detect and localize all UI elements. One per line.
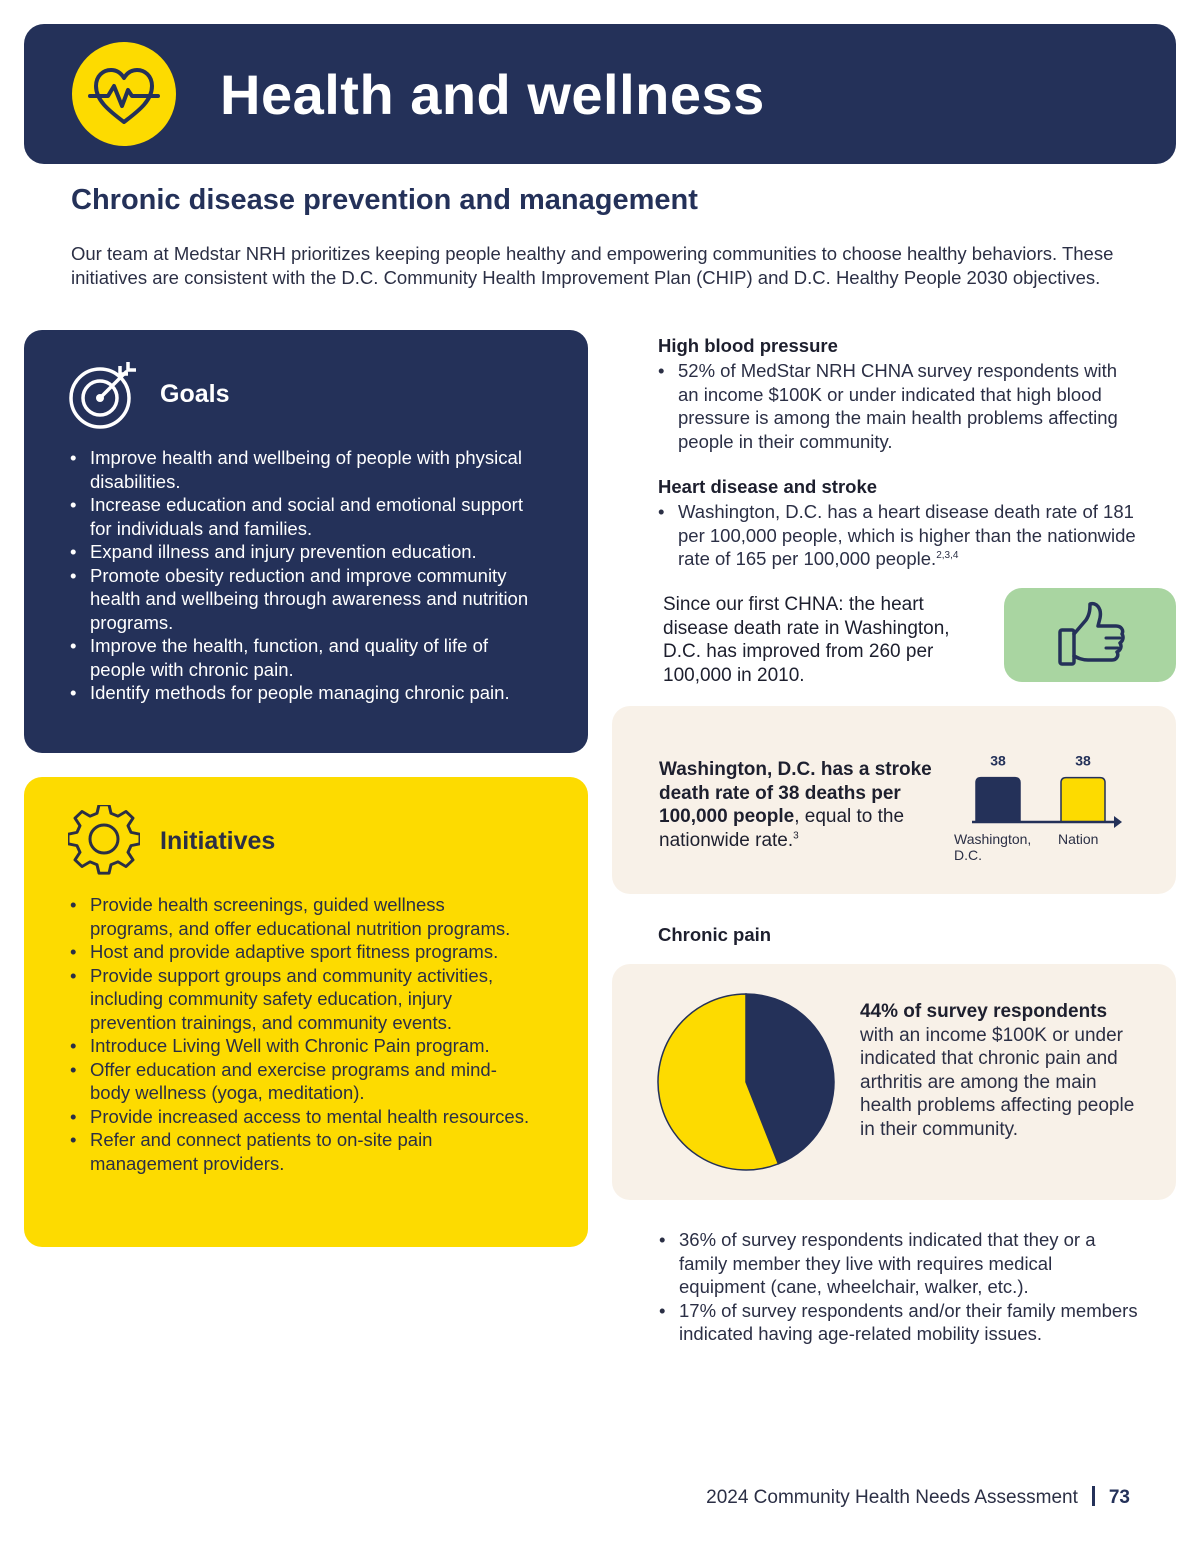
footer-text: 2024 Community Health Needs Assessment — [706, 1487, 1078, 1508]
gear-icon — [68, 805, 140, 877]
stroke-bar-chart — [948, 740, 1148, 880]
chronic-pain-text-bold: 44% of survey respondents — [860, 1001, 1108, 1022]
heart-list — [658, 500, 1138, 571]
list-item: • Increase education and social and emotional support for individuals and families. — [70, 493, 530, 540]
initiatives-title: Initiatives — [160, 827, 276, 855]
stroke-text — [659, 758, 949, 852]
chronic-pain-text — [860, 1000, 1140, 1141]
list-item: • Expand illness and injury prevention education. — [70, 540, 530, 564]
goals-list — [70, 446, 530, 705]
chronic-pain-heading: Chronic pain — [658, 924, 772, 945]
list-item: • Improve the health, function, and quality of life of people with chronic pain. — [70, 634, 530, 681]
page-number: 73 — [1108, 1487, 1130, 1508]
high-bp-heading: High blood pressure — [658, 335, 838, 356]
bar-value-label: 38 — [1075, 752, 1091, 769]
page-title: Health and wellness — [220, 63, 765, 126]
chronic-pain-pie-chart — [656, 992, 836, 1172]
list-item: • 17% of survey respondents and/or their family members indicated having age-related mobility issues. — [659, 1299, 1139, 1346]
page-banner — [24, 24, 1176, 164]
bar-0 — [976, 778, 1020, 822]
x-axis-arrow — [1114, 816, 1122, 828]
category-label: Washington, D.C. — [954, 831, 1032, 863]
goals-card — [24, 330, 588, 753]
since-chna-text: Since our first CHNA: the heart disease death rate in Washington, D.C. has improved from 260 per 100,000 in 2010. — [663, 594, 950, 686]
thumbs-up-badge — [1004, 588, 1176, 682]
stroke-text-bold: Washington, D.C. has a stroke death rate of 38 deaths per 100,000 people — [659, 759, 932, 827]
bottom-list — [659, 1228, 1139, 1346]
section-title: Chronic disease prevention and management — [71, 184, 698, 216]
category-label: Nation — [1058, 831, 1099, 847]
heart-pulse-icon — [72, 42, 176, 146]
chronic-pain-text-rest: with an income $100K or under indicated that chronic pain and arthritis are among the main health problems affecting people in their community. — [860, 1024, 1135, 1140]
footnote-ref: 2,3,4 — [936, 549, 959, 561]
goals-title: Goals — [160, 380, 230, 408]
target-arrow-icon — [68, 358, 140, 430]
list-item: • Improve health and wellbeing of people with physical disabilities. — [70, 446, 530, 493]
footnote-ref: 3 — [793, 830, 799, 842]
stroke-rate-box — [612, 706, 1176, 894]
intro-paragraph: Our team at Medstar NRH prioritizes keeping people healthy and empowering communities to choose healthy behaviors. These initiatives are consistent with the D.C. Community Health Improvement Plan (CHIP) and D.C. Healthy People 2030 objectives. — [71, 243, 1114, 288]
list-item: • Provide health screenings, guided wellness programs, and offer educational nutrition programs. — [70, 893, 530, 940]
initiatives-card — [24, 777, 588, 1247]
list-item: • Provide support groups and community activities, including community safety education, injury prevention trainings, and community events. — [70, 964, 530, 1035]
list-item: • Introduce Living Well with Chronic Pain program. — [70, 1034, 530, 1058]
initiatives-list — [70, 893, 530, 1175]
list-item: • Refer and connect patients to on-site pain management providers. — [70, 1128, 530, 1175]
stroke-text-rest: , equal to the nationwide rate. — [659, 806, 905, 851]
page-footer — [706, 1486, 1130, 1509]
list-item: • Host and provide adaptive sport fitness programs. — [70, 940, 530, 964]
list-item: • Offer education and exercise programs and mind-body wellness (yoga, meditation). — [70, 1058, 530, 1105]
bar-value-label: 38 — [990, 752, 1006, 769]
list-item: • Promote obesity reduction and improve community health and wellbeing through awareness and nutrition programs. — [70, 564, 530, 635]
high-bp-list — [658, 359, 1138, 453]
heart-heading: Heart disease and stroke — [658, 476, 878, 497]
list-item: • Identify methods for people managing chronic pain. — [70, 681, 530, 705]
footer-divider — [1092, 1486, 1095, 1506]
list-item: • 52% of MedStar NRH CHNA survey respondents with an income $100K or under indicated that high blood pressure is among the main health problems affecting people in their community. — [658, 359, 1138, 453]
thumbs-up-icon — [1054, 598, 1126, 670]
list-item — [658, 500, 1138, 571]
chronic-pain-box — [612, 964, 1176, 1200]
heart-text: Washington, D.C. has a heart disease death rate of 181 per 100,000 people, which is higher than the nationwide rate of 165 per 100,000 people. — [678, 501, 1136, 569]
list-item: • 36% of survey respondents indicated that they or a family member they live with requires medical equipment (cane, wheelchair, walker, etc.). — [659, 1228, 1139, 1299]
list-item: • Provide increased access to mental health resources. — [70, 1105, 530, 1129]
bar-1 — [1061, 778, 1105, 822]
